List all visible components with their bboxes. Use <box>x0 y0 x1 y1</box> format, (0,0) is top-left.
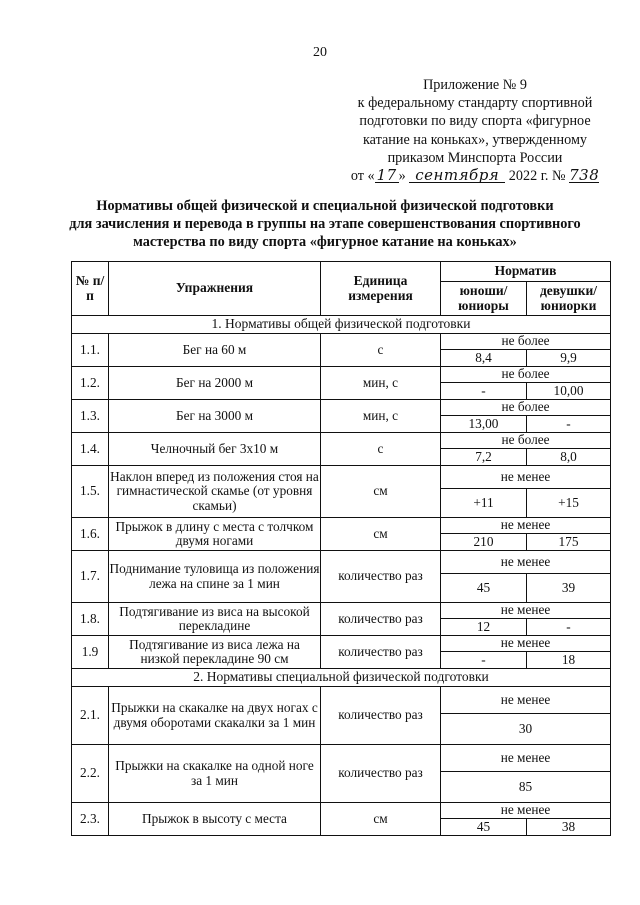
norm-condition: не более <box>441 400 611 416</box>
norm-condition: не менее <box>441 745 611 772</box>
norm-condition: не менее <box>441 687 611 714</box>
exercise-name: Бег на 3000 м <box>109 400 321 433</box>
exercise-name: Поднимание туловища из положения лежа на спине за 1 мин <box>109 551 321 603</box>
row-number: 1.3. <box>72 400 109 433</box>
unit: с <box>321 433 441 466</box>
title-line: для зачисления и перевода в группы на этапе совершенствования спортивного <box>69 216 581 232</box>
appendix-title: Приложение № 9 <box>423 77 527 93</box>
value-girls: 10,00 <box>527 383 611 400</box>
row-number: 1.5. <box>72 466 109 518</box>
value-boys: 210 <box>441 534 527 551</box>
unit: количество раз <box>321 687 441 745</box>
unit: с <box>321 334 441 367</box>
value-girls: 175 <box>527 534 611 551</box>
unit: см <box>321 803 441 836</box>
document-title <box>60 197 590 251</box>
page-number: 20 <box>313 45 327 60</box>
unit: количество раз <box>321 745 441 803</box>
table-row <box>72 745 611 772</box>
unit: см <box>321 518 441 551</box>
value-girls: 8,0 <box>527 449 611 466</box>
norm-condition: не менее <box>441 551 611 574</box>
section-heading: 1. Нормативы общей физической подготовки <box>72 316 611 334</box>
value-girls: 9,9 <box>527 350 611 367</box>
value-girls: 18 <box>527 652 611 669</box>
appendix-line: катание на коньках», утвержденному <box>362 131 588 148</box>
norm-condition: не менее <box>441 466 611 489</box>
date-year: 2022 г. № <box>508 168 566 185</box>
table-row <box>72 334 611 350</box>
order-date-line <box>340 167 610 185</box>
value-boys: 7,2 <box>441 449 527 466</box>
value-girls: - <box>527 416 611 433</box>
handwritten-order-number: 738 <box>569 166 600 185</box>
value-boys: - <box>441 383 527 400</box>
row-number: 1.8. <box>72 603 109 636</box>
value-boys: 13,00 <box>441 416 527 433</box>
table-row <box>72 433 611 449</box>
table-row <box>72 551 611 574</box>
norm-condition: не менее <box>441 636 611 652</box>
exercise-name: Подтягивание из виса на высокой перекладине <box>109 603 321 636</box>
norm-condition: не более <box>441 433 611 449</box>
value-girls: - <box>527 619 611 636</box>
norms-table <box>71 261 611 836</box>
value-boys: 45 <box>441 819 527 836</box>
norm-condition: не более <box>441 334 611 350</box>
value-girls: 39 <box>527 574 611 603</box>
value-boys: - <box>441 652 527 669</box>
exercise-name: Прыжок в высоту с места <box>109 803 321 836</box>
table-row <box>72 466 611 489</box>
table-row <box>72 636 611 652</box>
handwritten-day: 17 <box>376 166 397 185</box>
row-number: 2.3. <box>72 803 109 836</box>
row-number: 1.1. <box>72 334 109 367</box>
appendix-line: приказом Минспорта России <box>387 149 563 166</box>
value-boys: +11 <box>441 489 527 518</box>
unit: количество раз <box>321 603 441 636</box>
title-line: мастерства по виду спорта «фигурное катание на коньках» <box>133 234 517 250</box>
row-number: 2.2. <box>72 745 109 803</box>
value-both: 30 <box>441 714 611 745</box>
exercise-name: Подтягивание из виса лежа на низкой перекладине 90 см <box>109 636 321 669</box>
header-boys: юноши/ юниоры <box>441 282 527 316</box>
unit: см <box>321 466 441 518</box>
date-prefix: от « <box>350 168 375 185</box>
unit: мин, с <box>321 367 441 400</box>
header-exercise: Упражнения <box>109 262 321 316</box>
header-num: № п/п <box>72 262 109 316</box>
row-number: 1.2. <box>72 367 109 400</box>
table-row <box>72 803 611 819</box>
row-number: 1.7. <box>72 551 109 603</box>
header-unit: Единица измерения <box>321 262 441 316</box>
appendix-line: подготовки по виду спорта «фигурное <box>359 113 591 130</box>
exercise-name: Бег на 2000 м <box>109 367 321 400</box>
header-girls: девушки/ юниорки <box>527 282 611 316</box>
norm-condition: не менее <box>441 603 611 619</box>
value-boys: 45 <box>441 574 527 603</box>
norm-condition: не менее <box>441 518 611 534</box>
value-girls: +15 <box>527 489 611 518</box>
exercise-name: Челночный бег 3х10 м <box>109 433 321 466</box>
value-boys: 12 <box>441 619 527 636</box>
unit: мин, с <box>321 400 441 433</box>
table-row <box>72 687 611 714</box>
handwritten-month: сентября <box>409 168 505 183</box>
table-row <box>72 603 611 619</box>
section-heading: 2. Нормативы специальной физической подготовки <box>72 669 611 687</box>
unit: количество раз <box>321 636 441 669</box>
exercise-name: Прыжки на скакалке на двух ногах с двумя оборотами скакалки за 1 мин <box>109 687 321 745</box>
exercise-name: Прыжок в длину с места с толчком двумя ногами <box>109 518 321 551</box>
exercise-name: Бег на 60 м <box>109 334 321 367</box>
exercise-name: Наклон вперед из положения стоя на гимнастической скамье (от уровня скамьи) <box>109 466 321 518</box>
norm-condition: не менее <box>441 803 611 819</box>
row-number: 2.1. <box>72 687 109 745</box>
date-quote: » <box>398 168 406 185</box>
header-norm: Норматив <box>441 262 611 282</box>
table-row <box>72 400 611 416</box>
norm-condition: не более <box>441 367 611 383</box>
row-number: 1.9 <box>72 636 109 669</box>
value-girls: 38 <box>527 819 611 836</box>
appendix-line: к федеральному стандарту спортивной <box>357 95 593 112</box>
value-boys: 8,4 <box>441 350 527 367</box>
table-row <box>72 367 611 383</box>
row-number: 1.6. <box>72 518 109 551</box>
row-number: 1.4. <box>72 433 109 466</box>
title-line: Нормативы общей физической и специальной физической подготовки <box>96 198 554 214</box>
table-row <box>72 518 611 534</box>
value-both: 85 <box>441 772 611 803</box>
appendix-header <box>340 76 610 185</box>
unit: количество раз <box>321 551 441 603</box>
exercise-name: Прыжки на скакалке на одной ноге за 1 мин <box>109 745 321 803</box>
